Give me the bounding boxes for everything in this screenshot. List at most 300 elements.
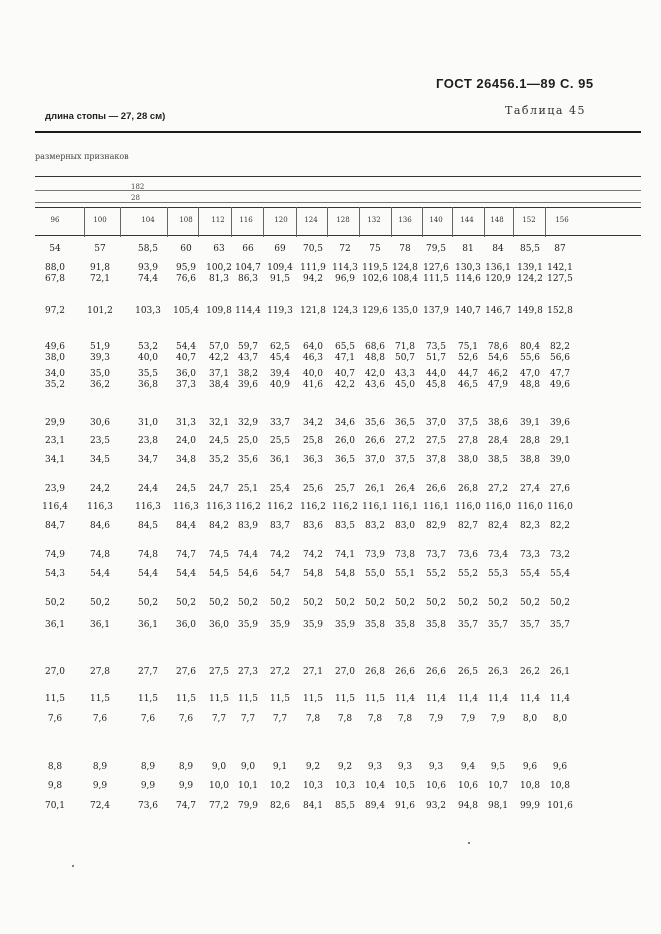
table-cell: 85,5 <box>519 244 541 254</box>
table-cell: 26,6 <box>425 484 447 494</box>
table-cell: 9,5 <box>490 762 506 772</box>
table-cell: 84,4 <box>175 521 197 531</box>
table-cell: 74,2 <box>302 550 324 560</box>
table-cell: 11,4 <box>457 694 479 704</box>
table-cell: 36,0 <box>175 620 197 630</box>
table-cell: 116,3 <box>206 502 232 512</box>
table-cell: 11,4 <box>519 694 541 704</box>
column-header: 148 <box>490 216 504 224</box>
table-cell: 39,4 40,9 <box>269 369 291 390</box>
table-subtitle: длина стопы — 27, 28 см) <box>45 111 166 122</box>
table-cell: 10,7 <box>487 781 509 791</box>
table-cell: 93,9 74,4 <box>137 263 159 284</box>
table-cell: 34,0 35,2 <box>44 369 66 390</box>
table-cell: 7,7 <box>240 714 256 724</box>
table-cell: 50,2 <box>237 598 259 608</box>
table-cell: 7,6 <box>140 714 156 724</box>
table-cell: 100,2 81,3 <box>206 263 232 284</box>
table-cell: 10,2 <box>269 781 291 791</box>
table-cell: 25,7 <box>334 484 356 494</box>
table-cell: 50,2 <box>269 598 291 608</box>
column-header: 124 <box>304 216 318 224</box>
table-cell: 7,9 <box>428 714 444 724</box>
table-cell: 9,0 <box>211 762 227 772</box>
table-cell: 84,6 <box>89 521 111 531</box>
table-cell: 25,0 <box>237 436 259 446</box>
rule-2 <box>35 190 641 191</box>
table-cell: 10,1 <box>237 781 259 791</box>
margin-mark <box>468 842 470 844</box>
table-cell: 35,2 <box>208 455 230 465</box>
table-cell: 27,3 <box>237 667 259 677</box>
table-cell: 32,1 <box>208 418 230 428</box>
table-cell: 9,2 <box>337 762 353 772</box>
table-cell: 9,3 <box>428 762 444 772</box>
table-cell: 29,9 <box>44 418 66 428</box>
table-cell: 36,1 <box>137 620 159 630</box>
table-cell: 54,4 <box>175 569 197 579</box>
table-cell: 84,1 <box>302 801 324 811</box>
table-cell: 26,1 <box>549 667 571 677</box>
table-cell: 101,6 <box>547 801 573 811</box>
column-header: 116 <box>239 216 253 224</box>
table-cell: 27,0 <box>44 667 66 677</box>
table-cell: 116,0 <box>547 502 573 512</box>
table-cell: 37,1 38,4 <box>208 369 230 390</box>
table-cell: 35,9 <box>269 620 291 630</box>
table-cell: 24,0 <box>175 436 197 446</box>
table-cell: 82,2 56,6 <box>549 342 571 363</box>
table-cell: 37,5 <box>394 455 416 465</box>
table-cell: 69 <box>274 244 286 254</box>
table-cell: 9,8 <box>47 781 63 791</box>
table-cell: 101,2 <box>87 306 113 316</box>
table-cell: 24,5 <box>208 436 230 446</box>
table-cell: 24,4 <box>137 484 159 494</box>
table-cell: 35,5 36,8 <box>137 369 159 390</box>
table-cell: 26,2 <box>519 667 541 677</box>
table-cell: 35,7 <box>487 620 509 630</box>
table-cell: 32,9 <box>237 418 259 428</box>
table-cell: 105,4 <box>173 306 199 316</box>
table-cell: 74,8 <box>137 550 159 560</box>
table-cell: 44,0 45,8 <box>425 369 447 390</box>
table-cell: 35,6 <box>237 455 259 465</box>
table-cell: 74,7 <box>175 550 197 560</box>
table-cell: 116,0 <box>485 502 511 512</box>
table-cell: 10,3 <box>302 781 324 791</box>
table-cell: 26,6 <box>364 436 386 446</box>
table-cell: 55,0 <box>364 569 386 579</box>
table-cell: 74,9 <box>44 550 66 560</box>
table-cell: 23,5 <box>89 436 111 446</box>
table-cell: 73,6 <box>137 801 159 811</box>
table-cell: 111,9 94,2 <box>300 263 326 284</box>
column-header: 104 <box>141 216 155 224</box>
table-cell: 50,2 <box>549 598 571 608</box>
table-cell: 49,6 38,0 <box>44 342 66 363</box>
table-cell: 50,2 <box>89 598 111 608</box>
table-cell: 10,4 <box>364 781 386 791</box>
table-cell: 10,6 <box>425 781 447 791</box>
table-cell: 9,4 <box>460 762 476 772</box>
table-cell: 83,5 <box>334 521 356 531</box>
table-cell: 95,9 76,6 <box>175 263 197 284</box>
table-cell: 140,7 <box>455 306 481 316</box>
table-cell: 73,2 <box>549 550 571 560</box>
table-cell: 73,6 <box>457 550 479 560</box>
column-header: 156 <box>555 216 569 224</box>
table-cell: 9,3 <box>367 762 383 772</box>
table-cell: 27,6 <box>549 484 571 494</box>
table-cell: 73,5 51,7 <box>425 342 447 363</box>
table-cell: 116,1 <box>392 502 418 512</box>
table-cell: 57,0 42,2 <box>208 342 230 363</box>
table-cell: 74,8 <box>89 550 111 560</box>
table-cell: 65,5 47,1 <box>334 342 356 363</box>
table-cell: 57 <box>94 244 106 254</box>
table-cell: 7,8 <box>337 714 353 724</box>
table-cell: 103,3 <box>135 306 161 316</box>
table-cell: 27,1 <box>302 667 324 677</box>
rule-top <box>35 131 641 133</box>
table-cell: 84 <box>492 244 504 254</box>
table-cell: 84,2 <box>208 521 230 531</box>
table-cell: 84,5 <box>137 521 159 531</box>
column-divider <box>167 207 168 237</box>
table-cell: 116,2 <box>235 502 261 512</box>
table-cell: 99,9 <box>519 801 541 811</box>
table-cell: 54,3 <box>44 569 66 579</box>
table-cell: 46,2 47,9 <box>487 369 509 390</box>
table-cell: 55,4 <box>549 569 571 579</box>
column-header: 112 <box>211 216 225 224</box>
table-cell: 36,0 <box>208 620 230 630</box>
table-cell: 11,4 <box>425 694 447 704</box>
table-cell: 50,2 <box>364 598 386 608</box>
table-cell: 119,3 <box>267 306 293 316</box>
table-cell: 127,6 111,5 <box>423 263 449 284</box>
header-value-28: 28 <box>131 194 140 202</box>
table-cell: 11,5 <box>137 694 159 704</box>
table-cell: 53,2 40,0 <box>137 342 159 363</box>
margin-mark-2 <box>72 865 74 867</box>
table-cell: 7,6 <box>47 714 63 724</box>
table-cell: 27,5 <box>208 667 230 677</box>
table-cell: 91,6 <box>394 801 416 811</box>
table-cell: 109,4 91,5 <box>267 263 293 284</box>
table-cell: 8,0 <box>552 714 568 724</box>
table-cell: 55,2 <box>457 569 479 579</box>
table-cell: 136,1 120,9 <box>485 263 511 284</box>
table-cell: 27,7 <box>137 667 159 677</box>
table-cell: 73,8 <box>394 550 416 560</box>
table-cell: 8,0 <box>522 714 538 724</box>
table-cell: 50,2 <box>457 598 479 608</box>
rule-3 <box>35 202 641 203</box>
table-cell: 98,1 <box>487 801 509 811</box>
table-label: Таблица 45 <box>505 104 586 117</box>
table-cell: 36,5 <box>394 418 416 428</box>
table-cell: 26,4 <box>394 484 416 494</box>
table-cell: 43,3 45,0 <box>394 369 416 390</box>
column-header: 144 <box>460 216 474 224</box>
table-cell: 7,6 <box>92 714 108 724</box>
table-cell: 50,2 <box>302 598 324 608</box>
table-cell: 7,9 <box>460 714 476 724</box>
table-cell: 109,8 <box>206 306 232 316</box>
table-cell: 116,1 <box>362 502 388 512</box>
table-cell: 36,5 <box>334 455 356 465</box>
table-cell: 83,9 <box>237 521 259 531</box>
table-cell: 50,2 <box>519 598 541 608</box>
table-cell: 40,0 41,6 <box>302 369 324 390</box>
table-cell: 9,2 <box>305 762 321 772</box>
table-cell: 116,3 <box>173 502 199 512</box>
table-cell: 104,7 86,3 <box>235 263 261 284</box>
table-cell: 116,3 <box>87 502 113 512</box>
table-cell: 130,3 114,6 <box>455 263 481 284</box>
table-cell: 8,9 <box>178 762 194 772</box>
table-cell: 35,8 <box>425 620 447 630</box>
table-cell: 80,4 55,6 <box>519 342 541 363</box>
table-cell: 24,2 <box>89 484 111 494</box>
table-cell: 114,3 96,9 <box>332 263 358 284</box>
table-cell: 26,6 <box>425 667 447 677</box>
table-cell: 10,0 <box>208 781 230 791</box>
table-cell: 55,4 <box>519 569 541 579</box>
table-cell: 26,5 <box>457 667 479 677</box>
table-cell: 74,4 <box>237 550 259 560</box>
table-cell: 11,4 <box>487 694 509 704</box>
table-cell: 10,5 <box>394 781 416 791</box>
table-cell: 37,0 <box>364 455 386 465</box>
table-cell: 37,0 <box>425 418 447 428</box>
table-cell: 34,5 <box>89 455 111 465</box>
table-cell: 152,8 <box>547 306 573 316</box>
table-cell: 35,7 <box>549 620 571 630</box>
table-cell: 129,6 <box>362 306 388 316</box>
table-cell: 11,5 <box>44 694 66 704</box>
table-cell: 35,9 <box>302 620 324 630</box>
table-cell: 50,2 <box>44 598 66 608</box>
table-cell: 44,7 46,5 <box>457 369 479 390</box>
table-cell: 82,3 <box>519 521 541 531</box>
table-cell: 34,8 <box>175 455 197 465</box>
table-cell: 82,7 <box>457 521 479 531</box>
table-cell: 77,2 <box>208 801 230 811</box>
table-cell: 35,8 <box>364 620 386 630</box>
column-divider <box>120 207 121 237</box>
table-cell: 149,8 <box>517 306 543 316</box>
table-cell: 55,1 <box>394 569 416 579</box>
table-cell: 25,8 <box>302 436 324 446</box>
table-cell: 39,1 <box>519 418 541 428</box>
rule-1 <box>35 176 641 177</box>
table-cell: 27,2 <box>394 436 416 446</box>
table-cell: 39,0 <box>549 455 571 465</box>
table-cell: 37,5 <box>457 418 479 428</box>
table-cell: 82,4 <box>487 521 509 531</box>
table-cell: 124,3 <box>332 306 358 316</box>
table-cell: 81 <box>462 244 474 254</box>
table-cell: 11,4 <box>549 694 571 704</box>
table-cell: 50,2 <box>425 598 447 608</box>
table-cell: 11,5 <box>364 694 386 704</box>
table-cell: 7,8 <box>367 714 383 724</box>
table-cell: 7,8 <box>397 714 413 724</box>
table-cell: 27,8 <box>89 667 111 677</box>
table-cell: 137,9 <box>423 306 449 316</box>
table-cell: 27,0 <box>334 667 356 677</box>
table-cell: 35,6 <box>364 418 386 428</box>
table-cell: 146,7 <box>485 306 511 316</box>
table-cell: 50,2 <box>137 598 159 608</box>
column-header: 108 <box>179 216 193 224</box>
table-cell: 11,5 <box>334 694 356 704</box>
table-cell: 23,8 <box>137 436 159 446</box>
table-cell: 8,8 <box>47 762 63 772</box>
table-cell: 116,1 <box>423 502 449 512</box>
table-cell: 79,9 <box>237 801 259 811</box>
table-cell: 36,3 <box>302 455 324 465</box>
table-cell: 31,0 <box>137 418 159 428</box>
table-cell: 25,4 <box>269 484 291 494</box>
column-header: 152 <box>522 216 536 224</box>
table-cell: 78 <box>399 244 411 254</box>
table-cell: 55,2 <box>425 569 447 579</box>
table-cell: 93,2 <box>425 801 447 811</box>
table-cell: 35,7 <box>519 620 541 630</box>
table-cell: 135,0 <box>392 306 418 316</box>
table-cell: 7,7 <box>211 714 227 724</box>
table-cell: 60 <box>180 244 192 254</box>
table-cell: 84,7 <box>44 521 66 531</box>
table-cell: 35,9 <box>334 620 356 630</box>
table-cell: 24,7 <box>208 484 230 494</box>
table-cell: 26,0 <box>334 436 356 446</box>
table-cell: 38,5 <box>487 455 509 465</box>
table-cell: 72 <box>339 244 351 254</box>
table-cell: 73,4 <box>487 550 509 560</box>
table-cell: 36,1 <box>44 620 66 630</box>
table-cell: 50,2 <box>175 598 197 608</box>
table-cell: 39,6 <box>549 418 571 428</box>
table-cell: 9,3 <box>397 762 413 772</box>
table-cell: 9,6 <box>552 762 568 772</box>
table-cell: 11,5 <box>269 694 291 704</box>
table-cell: 73,3 <box>519 550 541 560</box>
table-cell: 82,2 <box>549 521 571 531</box>
table-cell: 35,9 <box>237 620 259 630</box>
table-cell: 121,8 <box>300 306 326 316</box>
table-cell: 87 <box>554 244 566 254</box>
table-cell: 54,8 <box>334 569 356 579</box>
table-cell: 85,5 <box>334 801 356 811</box>
table-cell: 26,8 <box>364 667 386 677</box>
table-cell: 47,0 48,8 <box>519 369 541 390</box>
table-cell: 73,7 <box>425 550 447 560</box>
table-cell: 119,5 102,6 <box>362 263 388 284</box>
table-cell: 82,9 <box>425 521 447 531</box>
table-cell: 27,6 <box>175 667 197 677</box>
table-cell: 10,6 <box>457 781 479 791</box>
table-cell: 66 <box>242 244 254 254</box>
table-cell: 23,9 <box>44 484 66 494</box>
table-cell: 54,8 <box>302 569 324 579</box>
page-title: ГОСТ 26456.1—89 С. 95 <box>436 76 594 91</box>
table-cell: 139,1 124,2 <box>517 263 543 284</box>
table-cell: 29,1 <box>549 436 571 446</box>
table-cell: 33,7 <box>269 418 291 428</box>
table-cell: 58,5 <box>137 244 159 254</box>
table-cell: 25,1 <box>237 484 259 494</box>
table-cell: 78,6 54,6 <box>487 342 509 363</box>
table-cell: 116,4 <box>42 502 68 512</box>
table-cell: 50,2 <box>394 598 416 608</box>
table-cell: 26,8 <box>457 484 479 494</box>
table-cell: 54,5 <box>208 569 230 579</box>
column-header: 132 <box>367 216 381 224</box>
table-cell: 38,0 <box>457 455 479 465</box>
table-cell: 51,9 39,3 <box>89 342 111 363</box>
table-cell: 116,2 <box>300 502 326 512</box>
table-cell: 11,5 <box>89 694 111 704</box>
table-cell: 9,6 <box>522 762 538 772</box>
table-cell: 54,4 40,7 <box>175 342 197 363</box>
table-cell: 26,6 <box>394 667 416 677</box>
table-cell: 91,8 72,1 <box>89 263 111 284</box>
table-cell: 11,4 <box>394 694 416 704</box>
table-cell: 50,2 <box>487 598 509 608</box>
column-header: 128 <box>336 216 350 224</box>
table-cell: 27,2 <box>487 484 509 494</box>
table-cell: 83,7 <box>269 521 291 531</box>
section-caption: размерных признаков <box>35 152 129 161</box>
rule-4 <box>35 207 641 208</box>
table-cell: 62,5 45,4 <box>269 342 291 363</box>
table-cell: 36,1 <box>89 620 111 630</box>
table-cell: 34,1 <box>44 455 66 465</box>
table-cell: 75,1 52,6 <box>457 342 479 363</box>
table-cell: 23,1 <box>44 436 66 446</box>
table-cell: 9,9 <box>178 781 194 791</box>
table-cell: 50,2 <box>334 598 356 608</box>
table-cell: 7,7 <box>272 714 288 724</box>
table-cell: 97,2 <box>44 306 66 316</box>
table-cell: 54,6 <box>237 569 259 579</box>
table-cell: 8,9 <box>140 762 156 772</box>
table-cell: 83,0 <box>394 521 416 531</box>
table-cell: 116,2 <box>332 502 358 512</box>
table-cell: 114,4 <box>235 306 261 316</box>
table-cell: 35,8 <box>394 620 416 630</box>
table-cell: 71,8 50,7 <box>394 342 416 363</box>
table-cell: 124,8 108,4 <box>392 263 418 284</box>
table-cell: 35,0 36,2 <box>89 369 111 390</box>
table-cell: 11,5 <box>175 694 197 704</box>
table-cell: 63 <box>213 244 225 254</box>
table-cell: 42,0 43,6 <box>364 369 386 390</box>
column-header: 120 <box>274 216 288 224</box>
table-cell: 7,8 <box>305 714 321 724</box>
table-cell: 59,7 43,7 <box>237 342 259 363</box>
table-cell: 37,8 <box>425 455 447 465</box>
table-cell: 70,1 <box>44 801 66 811</box>
table-cell: 9,9 <box>92 781 108 791</box>
table-cell: 34,7 <box>137 455 159 465</box>
table-cell: 8,9 <box>92 762 108 772</box>
